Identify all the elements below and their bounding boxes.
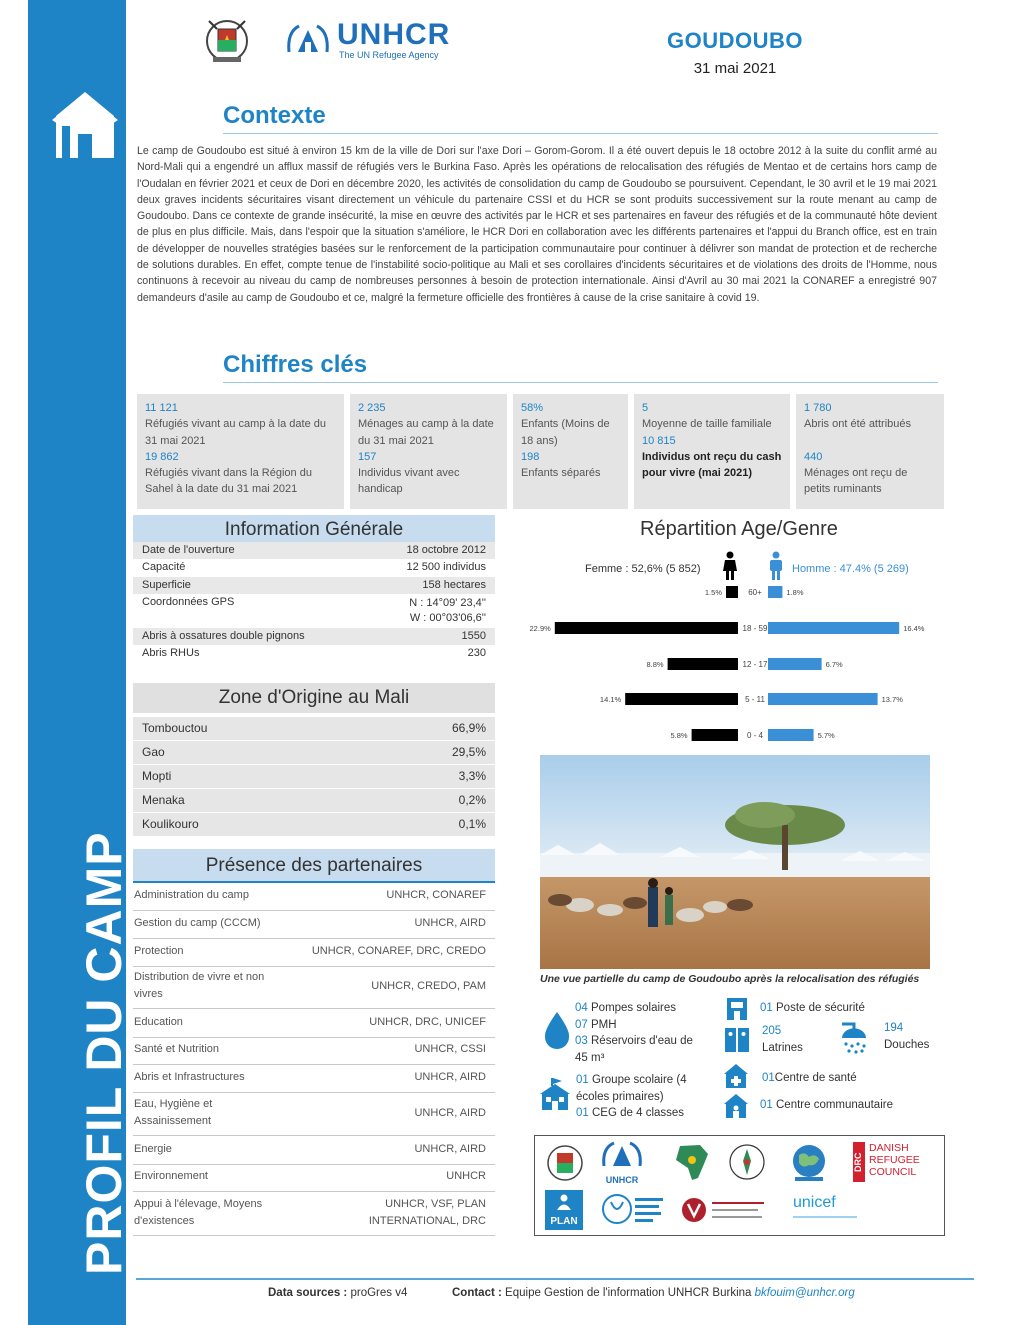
- femme-bar: [726, 586, 738, 598]
- key-number: 1 780: [804, 402, 832, 414]
- globe-partner-logo: [787, 1141, 831, 1183]
- info-generale-title: Information Générale: [133, 515, 495, 545]
- pyramid-bars: [520, 545, 940, 755]
- zone-region: Gao: [142, 745, 165, 759]
- unicef-wordmark: unicef: [793, 1194, 836, 1211]
- stat-number: 01: [576, 1074, 589, 1086]
- homme-bar: [768, 658, 822, 670]
- homme-data-label: 1.8%: [786, 588, 804, 597]
- info-key: Date de l'ouverture: [142, 544, 235, 556]
- latrine-icon: [724, 1026, 750, 1054]
- femme-bar: [668, 658, 738, 670]
- zone-row: [133, 765, 495, 788]
- homme-data-label: 5.7%: [817, 731, 835, 740]
- camp-photo-illustration: [540, 755, 930, 969]
- stat-number: 07: [575, 1018, 588, 1031]
- stat-label: Douches: [884, 1038, 930, 1051]
- photo-caption: Une vue partielle du camp de Goudoubo après la relocalisation des réfugiés: [540, 973, 920, 985]
- unhcr-emblem-icon: [285, 22, 331, 58]
- partner-sector: Gestion du camp (CCCM): [134, 917, 261, 929]
- zone-row: [133, 741, 495, 764]
- femme-bar: [625, 693, 738, 705]
- info-value: 230: [467, 647, 486, 659]
- zone-row: [133, 813, 495, 836]
- info-key: Abris RHUs: [142, 647, 200, 659]
- stat-number: 01: [760, 1099, 773, 1111]
- drc-wordmark-line: DANISH: [869, 1142, 909, 1154]
- key-number: 10 815: [642, 434, 676, 447]
- partner-orgs: UNHCR, VSF, PLAN INTERNATIONAL, DRC: [368, 1198, 486, 1227]
- age-gender-pyramid: [520, 545, 940, 755]
- plan-logo: [545, 1190, 583, 1230]
- partner-row: [133, 1168, 495, 1192]
- security-stat: [760, 1000, 865, 1017]
- wfp-logo: [601, 1192, 665, 1226]
- camp-name: GOUDOUBO: [667, 28, 803, 53]
- unhcr-partner-logo: [597, 1140, 647, 1185]
- key-label: Ménages au camp à la date du 31 mai 2021: [358, 418, 494, 447]
- age-category-label: 18 - 59: [742, 624, 768, 633]
- plan-figure-icon: [554, 1193, 574, 1211]
- homme-bar: [768, 622, 899, 634]
- camp-header: [640, 28, 830, 77]
- zone-region: Koulikouro: [142, 817, 199, 831]
- key-label: Ménages ont reçu de petits ruminants: [804, 466, 908, 496]
- partner-row: [133, 1141, 495, 1165]
- partner-sector: Energie: [134, 1143, 172, 1155]
- zone-row: [133, 789, 495, 812]
- contexte-text: Le camp de Goudoubo est situé à environ 15 km de la ville de Dori sur l'axe Dori – Gorom-Gorom. Il a été ouvert depuis le 18 octobre 2012 à la suite du conflit armé au Nord-Mali qui a engendré un afflux massif de réfugiés vers le Burkina Faso. Après les opérations de relocalisation des réfugiés de Mentao et de certains hors camp de l'Oudalan en février 2021 et ceux de Dori en décembre 2020, les activités de consolidation du camp de Goudoubo se poursuivent. Cependant, le 30 avril et le 19 mai 2021 deux graves incidents sécuritaires visant directement un véhicule du partenaire CSSI et du HCR se sont produits successivement sur la route menant au camp de Goudoubo. Dans ce contexte de grande insécurité, la mise en œuvre des activités par le HCR et ses partenaires en faveur des réfugiés et de la communauté hôte devient de plus en plus difficile. Mais, dans l'espoir que la situation s'améliore, le HCR Dori en collaboration avec les différents partenaires et l'appui du Branch office, est en train de développer de nouvelles stratégies basées sur le renforcement de la participation communautaire pour continuer à délivrer son mandat de protection et de recherche de solutions durables. En effet, compte tenue de l'instabilité socio-politique au Mali et ses corollaires d'incidents sécuritaires et de violations des droits de l'Homme, nous continuons à recevoir au niveau du camp de nombreuses personnes à besoin de protection internationale. Ainsi d'Avril au 30 mai 2021 la CONAREF a enregistré 907 demandeurs d'asile au camp de Goudoubo et ce, malgré la fermeture officielle des frontières à cause de la crise sanitaire à covid 19.: [137, 145, 937, 304]
- drc-wordmark-line: COUNCIL: [869, 1166, 917, 1178]
- partner-row: [133, 969, 495, 1009]
- partner-orgs: UNHCR, AIRD: [414, 1143, 486, 1155]
- footer-rule: [136, 1278, 974, 1280]
- sources-label: Data sources :: [268, 1287, 348, 1299]
- partner-orgs: UNHCR, AIRD: [414, 1071, 486, 1083]
- africa-map-logo: [670, 1142, 714, 1182]
- gps-north: N : 14°09' 23,4'': [409, 597, 486, 609]
- info-row: [133, 628, 495, 645]
- partner-sector: Protection: [134, 945, 184, 957]
- health-center-icon: [722, 1062, 750, 1090]
- homme-label: Homme : 47.4% (5 269): [792, 563, 909, 575]
- stat-label: Latrines: [762, 1041, 803, 1054]
- femme-bar: [692, 729, 738, 741]
- stat-label: Centre communautaire: [776, 1099, 893, 1111]
- report-date: 31 mai 2021: [693, 60, 777, 77]
- femme-data-label: 14.1%: [599, 695, 622, 704]
- partner-sector: Environnement: [134, 1170, 208, 1182]
- health-stat: [762, 1070, 857, 1087]
- femme-data-label: 8.8%: [646, 660, 664, 669]
- community-center-icon: [722, 1092, 750, 1120]
- info-value: 1550: [461, 630, 486, 642]
- stat-number: 194: [884, 1022, 904, 1034]
- community-stat: [760, 1097, 893, 1114]
- partner-row: [133, 1196, 495, 1236]
- partner-orgs: UNHCR, CSSI: [414, 1043, 486, 1055]
- partner-sector: Abris et Infrastructures: [134, 1071, 245, 1083]
- key-label: Réfugiés vivant dans la Région du Sahel à la date du 31 mai 2021: [145, 467, 312, 496]
- age-category-label: 12 - 17: [742, 660, 768, 669]
- key-number: 19 862: [145, 450, 179, 463]
- femme-data-label: 22.9%: [529, 624, 551, 633]
- stat-number: 01: [760, 1002, 773, 1014]
- key-label: Enfants (Moins de 18 ans): [521, 418, 610, 447]
- femme-data-label: 5.8%: [670, 731, 688, 740]
- partner-orgs: UNHCR, AIRD: [414, 1107, 486, 1119]
- water-drop-icon: [542, 1010, 572, 1050]
- stat-number: 01: [576, 1107, 589, 1119]
- zone-percent: 0,2%: [458, 793, 486, 807]
- contexte-title: Contexte: [223, 102, 326, 129]
- partner-sector: Santé et Nutrition: [134, 1043, 219, 1055]
- camp-photo: [540, 755, 930, 969]
- info-key: Abris à ossatures double pignons: [142, 630, 305, 642]
- partner-orgs: UNHCR, CREDO, PAM: [371, 980, 486, 992]
- gps-west: W : 00°03'06,6'': [409, 612, 486, 624]
- school-icon: [538, 1076, 572, 1112]
- info-key: Superficie: [142, 579, 191, 591]
- stat-label: PMH: [591, 1018, 617, 1031]
- femme-bar: [555, 622, 738, 634]
- partner-row: [133, 1014, 495, 1038]
- water-stats: [575, 1000, 705, 1066]
- contact: [452, 1287, 855, 1299]
- age-category-label: 5 - 11: [745, 695, 765, 704]
- partner-orgs: UNHCR, DRC, UNICEF: [369, 1016, 486, 1028]
- profil-du-camp-title: PROFIL DU CAMP: [76, 831, 132, 1275]
- zone-region: Mopti: [142, 769, 172, 783]
- header-logos: [203, 14, 450, 66]
- zone-origine-title: Zone d'Origine au Mali: [133, 683, 495, 713]
- contact-label: Contact :: [452, 1287, 502, 1299]
- age-category-label: 0 - 4: [746, 731, 764, 740]
- femme-data-label: 1.5%: [704, 588, 722, 597]
- unhcr-wordmark: UNHCR: [337, 18, 451, 51]
- info-value: 18 octobre 2012: [406, 544, 486, 556]
- homme-bar: [768, 729, 814, 741]
- info-key: Coordonnées GPS: [142, 596, 235, 608]
- contact-email-link[interactable]: bkfouim@unhcr.org: [754, 1287, 855, 1299]
- school-stats: [576, 1072, 701, 1122]
- key-figure-cell: [796, 394, 944, 509]
- info-row: [133, 645, 495, 662]
- key-label: Individus vivant avec handicap: [358, 467, 460, 496]
- burkina-emblem-icon: [203, 15, 251, 65]
- key-figure-cell: [513, 394, 628, 509]
- unicef-logo: [793, 1194, 873, 1218]
- zone-percent: 0,1%: [458, 817, 486, 831]
- stat-number: 01: [762, 1072, 775, 1084]
- key-number: 5: [642, 402, 649, 414]
- partner-row: [133, 915, 495, 939]
- repartition-title: Répartition Age/Genre: [640, 518, 838, 540]
- plan-wordmark: PLAN: [550, 1216, 578, 1227]
- partner-sector: Education: [134, 1016, 183, 1028]
- key-number: 58%: [521, 402, 544, 414]
- info-row: [133, 594, 495, 628]
- homme-bar: [768, 586, 782, 598]
- partner-row: [133, 887, 495, 911]
- vsf-logo: [680, 1194, 770, 1226]
- contexte-rule: [223, 133, 938, 134]
- stat-number: 205: [762, 1025, 782, 1037]
- house-icon: [52, 90, 118, 160]
- key-label: Moyenne de taille familiale: [642, 418, 772, 431]
- partner-orgs: UNHCR: [446, 1170, 486, 1182]
- data-sources: [268, 1287, 407, 1299]
- chiffres-rule: [223, 382, 938, 383]
- key-figure-cell: [350, 394, 507, 509]
- drc-mark: DRC: [853, 1142, 865, 1182]
- burkina-emblem-logo: [545, 1142, 585, 1184]
- latrines-stat: [762, 1023, 803, 1056]
- security-post-icon: [724, 996, 750, 1022]
- key-figure-cell: [634, 394, 790, 509]
- partner-sector: Appui à l'élevage, Moyens d'existences: [134, 1198, 263, 1227]
- chiffres-title: Chiffres clés: [223, 351, 368, 378]
- info-key: Capacité: [142, 561, 186, 573]
- key-label: Abris ont été attribués: [804, 418, 912, 431]
- homme-data-label: 6.7%: [825, 660, 843, 669]
- zone-region: Tombouctou: [142, 721, 208, 735]
- ministry-seal-logo: [727, 1141, 767, 1183]
- partner-row: [133, 1069, 495, 1093]
- drc-logo: [853, 1142, 941, 1182]
- homme-bar: [768, 693, 878, 705]
- partner-orgs: UNHCR, CONAREF, DRC, CREDO: [311, 945, 486, 957]
- key-number: 157: [358, 450, 377, 463]
- zone-percent: 29,5%: [451, 745, 486, 759]
- unhcr-tagline: The UN Refugee Agency: [339, 50, 439, 60]
- info-value: 12 500 individus: [406, 561, 486, 573]
- stat-label: Groupe scolaire (4 écoles primaires): [576, 1074, 687, 1103]
- douches-stat: [884, 1020, 929, 1053]
- stat-label: Pompes solaires: [591, 1002, 677, 1014]
- unhcr-partner-wordmark: UNHCR: [605, 1175, 639, 1185]
- age-category-label: 60+: [748, 588, 762, 597]
- key-number: 2 235: [358, 402, 386, 414]
- partner-row: [133, 1041, 495, 1065]
- stat-label: CEG de 4 classes: [592, 1107, 685, 1119]
- key-label: Individus ont reçu du cash pour vivre (mai 2021): [642, 450, 782, 480]
- key-number: 440: [804, 450, 823, 463]
- stat-number: 03: [575, 1035, 588, 1047]
- drc-wordmark-line: REFUGEE: [869, 1154, 920, 1166]
- zone-percent: 3,3%: [458, 769, 486, 783]
- partenaires-title: Présence des partenaires: [133, 849, 495, 883]
- partner-orgs: UNHCR, CONAREF: [386, 889, 486, 901]
- stat-label: Centre de santé: [774, 1072, 857, 1084]
- unhcr-partner-emblem-icon: [600, 1140, 644, 1170]
- key-number: 198: [521, 450, 540, 463]
- partner-orgs: UNHCR, AIRD: [414, 917, 486, 929]
- homme-data-label: 16.4%: [903, 624, 925, 633]
- homme-data-label: 13.7%: [881, 695, 903, 704]
- info-row: [133, 559, 495, 576]
- key-label: Enfants séparés: [521, 467, 601, 480]
- femme-label: Femme : 52,6% (5 852): [585, 563, 701, 575]
- partner-row: [133, 1096, 495, 1136]
- partner-row: [133, 943, 495, 967]
- zone-region: Menaka: [142, 793, 185, 807]
- key-figure-cell: [137, 394, 344, 509]
- partner-sector: Administration du camp: [134, 889, 249, 901]
- sources-value: proGres v4: [350, 1287, 408, 1299]
- info-value: 158 hectares: [422, 579, 486, 591]
- stat-number: 04: [575, 1002, 588, 1014]
- partner-sector: Distribution de vivre et non vivres: [134, 971, 265, 1000]
- key-number: 11 121: [145, 402, 178, 414]
- stat-label: Poste de sécurité: [776, 1002, 865, 1014]
- contact-value: Equipe Gestion de l'information UNHCR Burkina: [505, 1287, 752, 1299]
- sidebar: [28, 0, 132, 1325]
- info-row: [133, 542, 495, 559]
- zone-row: [133, 717, 495, 740]
- key-label: Réfugiés vivant au camp à la date du 31 mai 2021: [145, 418, 327, 447]
- info-value: [409, 596, 486, 626]
- partner-sector: Eau, Hygiène et Assainissement: [134, 1098, 213, 1127]
- zone-percent: 66,9%: [451, 721, 486, 735]
- info-row: [133, 577, 495, 594]
- shower-icon: [836, 1020, 868, 1056]
- stat-label: Réservoirs d'eau de 45 m³: [575, 1035, 693, 1064]
- partner-logos-box: [534, 1135, 945, 1236]
- unhcr-logo: [285, 20, 450, 60]
